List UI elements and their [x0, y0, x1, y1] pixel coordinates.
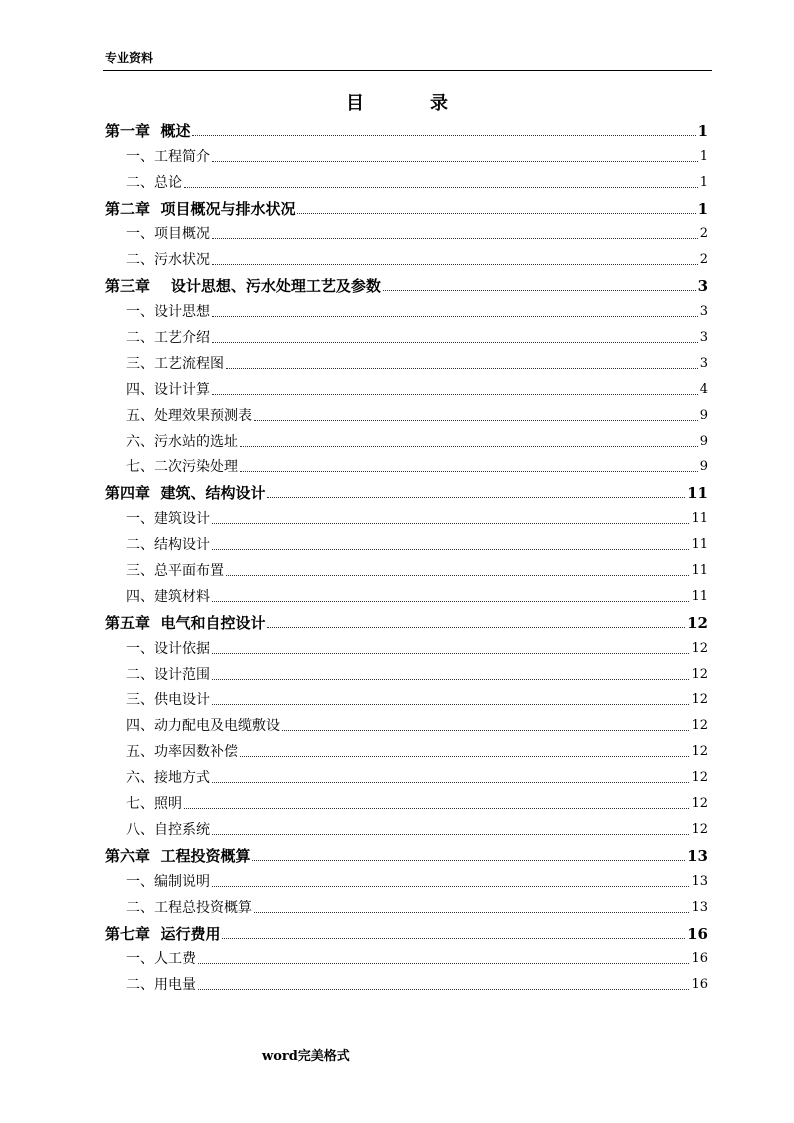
- toc-page-number: 1: [699, 148, 708, 164]
- page-footer: word完美格式: [262, 1049, 350, 1064]
- toc-page-number: 11: [691, 537, 708, 553]
- toc-entry-label: 第四章 建筑、结构设计: [105, 484, 266, 503]
- toc-section-entry[interactable]: [105, 761, 708, 787]
- toc-section-entry[interactable]: [105, 243, 708, 269]
- toc-section-entry[interactable]: [105, 554, 708, 580]
- toc-page-number: 12: [691, 821, 708, 837]
- toc-entry-label: 二、用电量: [126, 977, 196, 994]
- toc-dot-leader: [184, 807, 689, 809]
- toc-entry-label: 二、设计范围: [126, 666, 210, 683]
- toc-dot-leader: [198, 988, 689, 990]
- toc-dot-leader: [184, 186, 698, 188]
- toc-dot-leader: [226, 367, 698, 369]
- toc-page-number: 1: [699, 174, 708, 190]
- toc-page-number: 16: [687, 924, 708, 943]
- toc-page-number: 12: [691, 718, 708, 734]
- toc-entry-label: 第一章 概述: [105, 121, 191, 140]
- toc-entry-label: 六、接地方式: [126, 770, 210, 787]
- toc-entry-label: 第六章 工程投资概算: [105, 846, 251, 865]
- toc-page-number: 9: [699, 407, 708, 423]
- toc-dot-leader: [212, 522, 689, 524]
- toc-page-number: 9: [699, 433, 708, 449]
- toc-entry-label: 一、工程简介: [126, 148, 210, 165]
- toc-page-number: 11: [687, 484, 708, 503]
- toc-dot-leader: [212, 263, 698, 265]
- toc-page-number: 2: [699, 252, 708, 268]
- toc-section-entry[interactable]: [105, 295, 708, 321]
- toc-page-number: 9: [699, 459, 708, 475]
- toc-entry-label: 七、二次污染处理: [126, 459, 238, 476]
- toc-page-number: 3: [699, 304, 708, 320]
- toc-entry-label: 二、总论: [126, 174, 182, 191]
- toc-dot-leader: [212, 678, 689, 680]
- toc-page-number: 13: [691, 899, 708, 915]
- toc-entry-label: 四、动力配电及电缆敷设: [126, 718, 280, 735]
- toc-entry-label: 二、结构设计: [126, 537, 210, 554]
- toc-section-entry[interactable]: [105, 943, 708, 969]
- toc-entry-label: 二、工艺介绍: [126, 330, 210, 347]
- toc-section-entry[interactable]: [105, 632, 708, 658]
- toc-page-number: 12: [691, 796, 708, 812]
- toc-dot-leader: [212, 160, 698, 162]
- toc-section-entry[interactable]: [105, 709, 708, 735]
- toc-dot-leader: [267, 496, 685, 498]
- toc-dot-leader: [212, 548, 689, 550]
- toc-page-number: 12: [691, 640, 708, 656]
- toc-section-entry[interactable]: [105, 166, 708, 192]
- toc-dot-leader: [282, 729, 689, 731]
- toc-entry-label: 六、污水站的选址: [126, 433, 238, 450]
- toc-entry-label: 第二章 项目概况与排水状况: [105, 199, 296, 218]
- toc-entry-label: 七、照明: [126, 796, 182, 813]
- toc-page-number: 3: [699, 330, 708, 346]
- toc-chapter-entry[interactable]: [105, 917, 708, 943]
- toc-dot-leader: [254, 419, 698, 421]
- toc-entry-label: 一、设计思想: [126, 304, 210, 321]
- toc-chapter-entry[interactable]: [105, 114, 708, 140]
- toc-dot-leader: [212, 315, 698, 317]
- toc-page-number: 13: [691, 873, 708, 889]
- toc-section-entry[interactable]: [105, 347, 708, 373]
- toc-dot-leader: [212, 341, 698, 343]
- toc-section-entry[interactable]: [105, 684, 708, 710]
- toc-section-entry[interactable]: [105, 425, 708, 451]
- toc-page-number: 1: [697, 121, 708, 140]
- toc-entry-label: 二、污水状况: [126, 252, 210, 269]
- toc-entry-label: 第五章 电气和自控设计: [105, 613, 266, 632]
- toc-page-number: 3: [697, 277, 708, 296]
- toc-entry-label: 二、工程总投资概算: [126, 899, 252, 916]
- toc-section-entry[interactable]: [105, 399, 708, 425]
- toc-page-number: 11: [691, 588, 708, 604]
- toc-section-entry[interactable]: [105, 968, 708, 994]
- toc-dot-leader: [212, 833, 689, 835]
- toc-entry-label: 四、建筑材料: [126, 588, 210, 605]
- toc-entry-label: 三、供电设计: [126, 692, 210, 709]
- toc-section-entry[interactable]: [105, 787, 708, 813]
- toc-entry-label: 第七章 运行费用: [105, 924, 221, 943]
- toc-title: 目录: [346, 93, 514, 114]
- toc-dot-leader: [254, 911, 689, 913]
- toc-section-entry[interactable]: [105, 451, 708, 477]
- toc-page-number: 16: [691, 977, 708, 993]
- toc-entry-label: 八、自控系统: [126, 821, 210, 838]
- toc-page-number: 3: [699, 355, 708, 371]
- toc-dot-leader: [267, 626, 685, 628]
- toc-dot-leader: [212, 885, 689, 887]
- toc-page-number: 12: [691, 744, 708, 760]
- toc-section-entry[interactable]: [105, 140, 708, 166]
- toc-section-entry[interactable]: [105, 528, 708, 554]
- toc-dot-leader: [252, 859, 685, 861]
- toc-dot-leader: [240, 470, 698, 472]
- toc-dot-leader: [212, 781, 689, 783]
- toc-dot-leader: [226, 574, 689, 576]
- toc-entry-label: 三、工艺流程图: [126, 355, 224, 372]
- toc-entry-label: 三、总平面布置: [126, 563, 224, 580]
- toc-page-number: 16: [691, 951, 708, 967]
- toc-page-number: 11: [691, 563, 708, 579]
- toc-page-number: 12: [691, 666, 708, 682]
- toc-dot-leader: [297, 212, 695, 214]
- toc-dot-leader: [212, 237, 698, 239]
- toc-chapter-entry[interactable]: [105, 606, 708, 632]
- toc-page-number: 11: [691, 511, 708, 527]
- toc-entry-label: 一、人工费: [126, 951, 196, 968]
- toc-dot-leader: [240, 445, 698, 447]
- toc-entry-label: 五、功率因数补偿: [126, 744, 238, 761]
- toc-dot-leader: [198, 962, 689, 964]
- toc-dot-leader: [212, 703, 689, 705]
- toc-page-number: 13: [687, 846, 708, 865]
- toc-dot-leader: [192, 134, 695, 136]
- header-divider: [103, 70, 712, 71]
- toc-section-entry[interactable]: [105, 658, 708, 684]
- toc-entry-label: 第三章 设计思想、污水处理工艺及参数: [105, 277, 381, 296]
- toc-section-entry[interactable]: [105, 580, 708, 606]
- toc-entry-label: 一、编制说明: [126, 873, 210, 890]
- toc-entry-label: 一、项目概况: [126, 226, 210, 243]
- toc-section-entry[interactable]: [105, 891, 708, 917]
- page-header: 专业资料: [105, 51, 154, 65]
- toc-page-number: 2: [699, 226, 708, 242]
- toc-dot-leader: [383, 289, 696, 291]
- toc-page-number: 12: [687, 613, 708, 632]
- toc-dot-leader: [222, 937, 685, 939]
- toc-section-entry[interactable]: [105, 321, 708, 347]
- toc-dot-leader: [212, 600, 689, 602]
- toc-section-entry[interactable]: [105, 218, 708, 244]
- toc-page-number: 12: [691, 770, 708, 786]
- toc-page-number: 1: [697, 199, 708, 218]
- toc-entry-label: 四、设计计算: [126, 381, 210, 398]
- table-of-contents: [105, 114, 708, 994]
- toc-chapter-entry[interactable]: [105, 269, 708, 295]
- toc-dot-leader: [240, 755, 689, 757]
- toc-dot-leader: [212, 652, 689, 654]
- toc-entry-label: 五、处理效果预测表: [126, 407, 252, 424]
- toc-page-number: 12: [691, 692, 708, 708]
- toc-chapter-entry[interactable]: [105, 839, 708, 865]
- toc-section-entry[interactable]: [105, 735, 708, 761]
- toc-section-entry[interactable]: [105, 373, 708, 399]
- toc-chapter-entry[interactable]: [105, 476, 708, 502]
- toc-entry-label: 一、设计依据: [126, 640, 210, 657]
- toc-chapter-entry[interactable]: [105, 192, 708, 218]
- toc-dot-leader: [212, 393, 698, 395]
- toc-section-entry[interactable]: [105, 813, 708, 839]
- toc-section-entry[interactable]: [105, 502, 708, 528]
- toc-section-entry[interactable]: [105, 865, 708, 891]
- toc-page-number: 4: [699, 381, 708, 397]
- toc-entry-label: 一、建筑设计: [126, 511, 210, 528]
